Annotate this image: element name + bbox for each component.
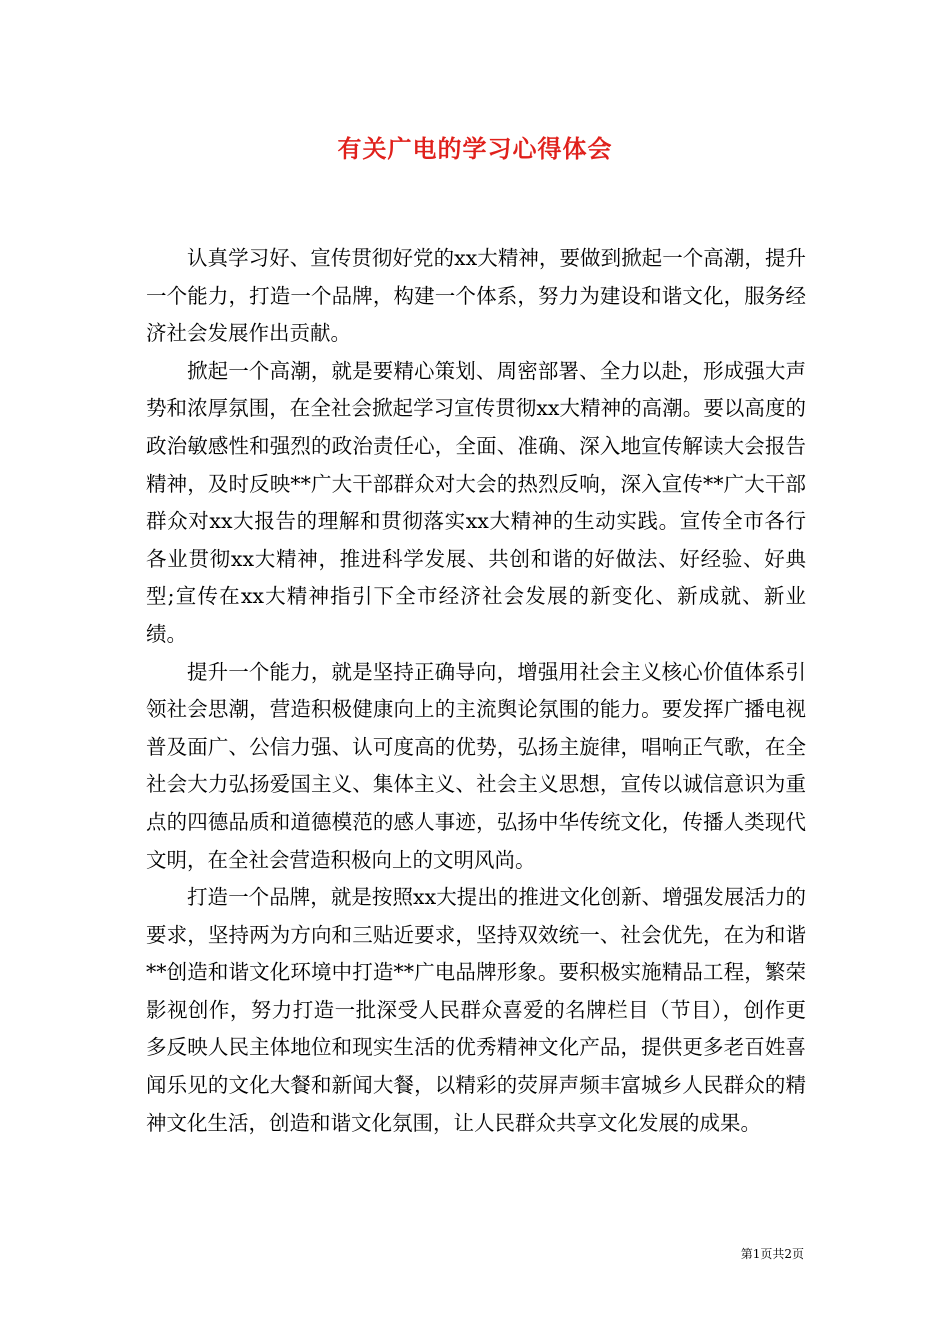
paragraph-intro: 认真学习好、宣传贯彻好党的xx大精神，要做到掀起一个高潮，提升一个能力，打造一个品牌，构建一个体系，努力为建设和谐文化，服务经济社会发展作出贡献。 bbox=[146, 246, 806, 346]
page-indicator: 第1页共2页 bbox=[740, 1247, 804, 1261]
document-title: 有关广电的学习心得体会 bbox=[337, 134, 613, 163]
document-body bbox=[146, 240, 806, 1142]
paragraph-ability: 提升一个能力，就是坚持正确导向，增强用社会主义核心价值体系引领社会思潮，营造积极健康向上的主流舆论氛围的能力。要发挥广播电视普及面广、公信力强、认可度高的优势，弘扬主旋律，唱响正气歌，在全社会大力弘扬爱国主义、集体主义、社会主义思想，宣传以诚信意识为重点的四德品质和道德模范的感人事迹，弘扬中华传统文化，传播人类现代文明，在全社会营造积极向上的文明风尚。 bbox=[146, 659, 806, 872]
paragraph-high-tide: 掀起一个高潮，就是要精心策划、周密部署、全力以赴，形成强大声势和浓厚氛围，在全社会掀起学习宣传贯彻xx大精神的高潮。要以高度的政治敏感性和强烈的政治责任心，全面、准确、深入地宣传解读大会报告精神，及时反映**广大干部群众对大会的热烈反响，深入宣传**广大干部群众对xx大报告的理解和贯彻落实xx大精神的生动实践。宣传全市各行各业贯彻xx大精神，推进科学发展、共创和谐的好做法、好经验、好典型;宣传在xx大精神指引下全市经济社会发展的新变化、新成就、新业绩。 bbox=[146, 358, 806, 646]
paragraph-brand: 打造一个品牌，就是按照xx大提出的推进文化创新、增强发展活力的要求，坚持两为方向和三贴近要求，坚持双效统一、社会优先，在为和谐**创造和谐文化环境中打造**广电品牌形象。要积极实施精品工程，繁荣影视创作，努力打造一批深受人民群众喜爱的名牌栏目（节目），创作更多反映人民主体地位和现实生活的优秀精神文化产品，提供更多老百姓喜闻乐见的文化大餐和新闻大餐，以精彩的荧屏声频丰富城乡人民群众的精神文化生活，创造和谐文化氛围，让人民群众共享文化发展的成果。 bbox=[146, 885, 806, 1135]
